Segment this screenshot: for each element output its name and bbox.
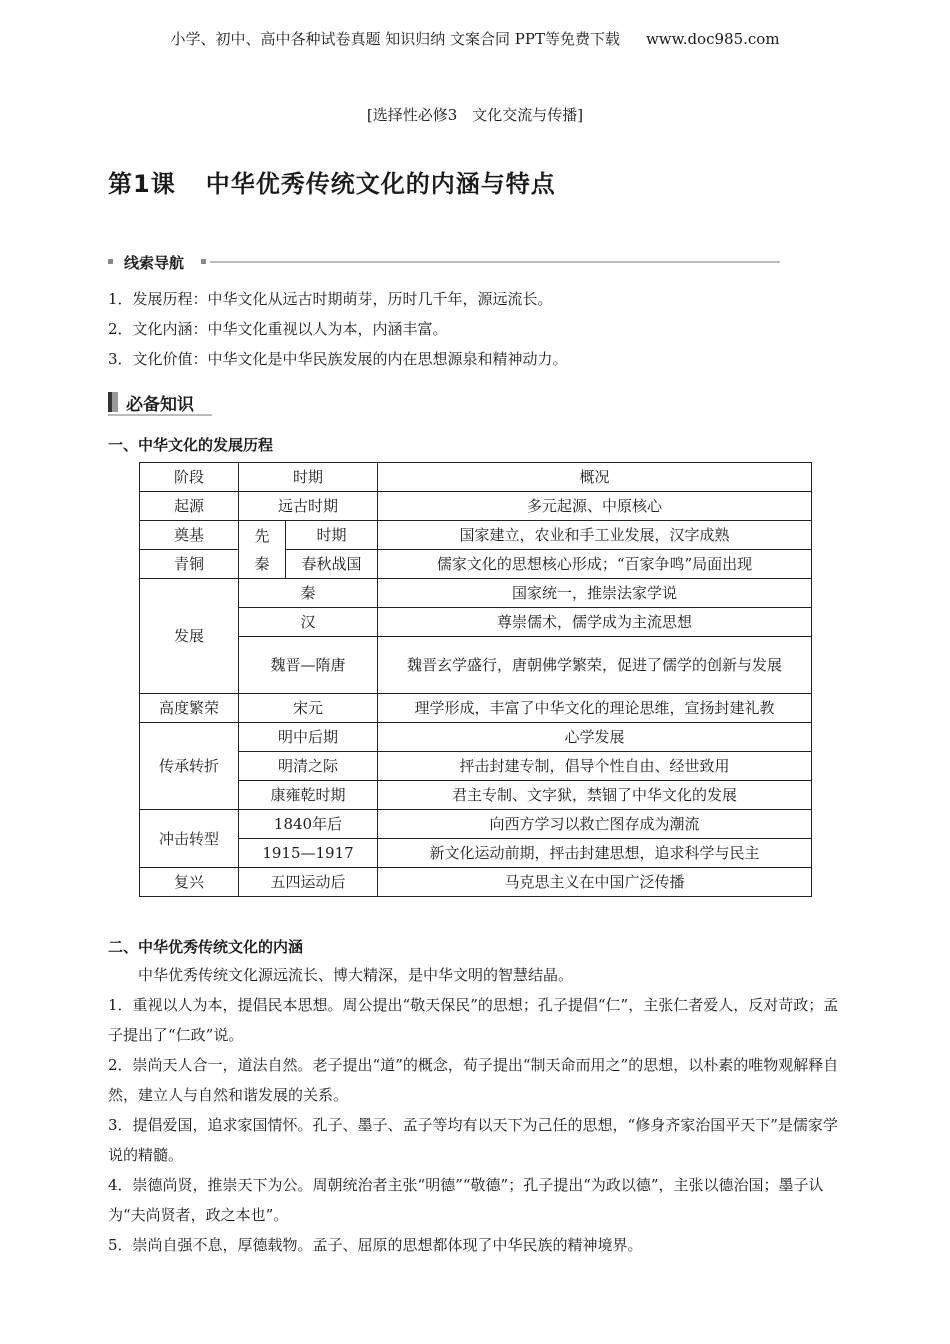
page-title <box>108 164 556 199</box>
table-cell: 明中后期 <box>239 723 378 752</box>
clue-section-header <box>108 252 780 272</box>
history-table <box>139 462 812 897</box>
section1-heading: 一、中华文化的发展历程 <box>108 436 274 454</box>
section2-body <box>108 960 848 1260</box>
table-cell: 奠基 <box>140 521 239 550</box>
table-row <box>140 752 812 781</box>
table-row <box>140 579 812 608</box>
divider-line <box>210 261 780 263</box>
table-cell: 冲击转型 <box>140 810 239 868</box>
table-row <box>140 839 812 868</box>
table-row <box>140 781 812 810</box>
intro-paragraph: 中华优秀传统文化源远流长、博大精深，是中华文明的智慧结晶。 <box>138 966 574 984</box>
divider-line <box>108 414 212 416</box>
table-cell: 明清之际 <box>239 752 378 781</box>
xianqin-label: 先秦 <box>254 526 270 573</box>
table-cell: 康雍乾时期 <box>239 781 378 810</box>
table-row <box>140 492 812 521</box>
table-row <box>140 868 812 897</box>
table-header-row <box>140 463 812 492</box>
clue-list <box>108 284 848 374</box>
table-cell: 心学发展 <box>378 723 812 752</box>
table-cell: 时期 <box>286 521 378 550</box>
table-cell: 儒家文化的思想核心形成；“百家争鸣”局面出现 <box>378 550 812 579</box>
table-cell: 新文化运动前期，抨击封建思想，追求科学与民主 <box>378 839 812 868</box>
list-item: 3．提倡爱国，追求家国情怀。孔子、墨子、孟子等均有以天下为己任的思想，“修身齐家治国平天下”是儒家学说的精髓。 <box>108 1116 838 1164</box>
table-row <box>140 810 812 839</box>
table-cell: 魏晋玄学盛行，唐朝佛学繁荣，促进了儒学的创新与发展 <box>378 637 812 694</box>
table-cell: 君主专制、文字狱，禁锢了中华文化的发展 <box>378 781 812 810</box>
table-cell: 汉 <box>239 608 378 637</box>
clue-item: 3．文化价值：中华文化是中华民族发展的内在思想源泉和精神动力。 <box>108 350 568 368</box>
table-cell: 五四运动后 <box>239 868 378 897</box>
table-row <box>140 637 812 694</box>
lesson-number: 第1课 <box>108 170 176 198</box>
knowledge-heading: 必备知识 <box>126 395 194 415</box>
table-header-cell: 概况 <box>378 463 812 492</box>
table-cell: 国家建立，农业和手工业发展，汉字成熟 <box>378 521 812 550</box>
table-header-cell: 阶段 <box>140 463 239 492</box>
banner-text: 小学、初中、高中各种试卷真题 知识归纳 文案合同 PPT等免费下载 <box>170 30 620 48</box>
clue-item: 1．发展历程：中华文化从远古时期萌芽，历时几千年，源远流长。 <box>108 290 553 308</box>
table-cell: 青铜 <box>140 550 239 579</box>
table-row <box>140 608 812 637</box>
table-cell: 远古时期 <box>239 492 378 521</box>
lesson-title-text: 中华优秀传统文化的内涵与特点 <box>205 170 556 198</box>
table-cell <box>239 521 286 579</box>
clue-item: 2．文化内涵：中华文化重视以人为本，内涵丰富。 <box>108 320 448 338</box>
table-cell: 抨击封建专制，倡导个性自由、经世致用 <box>378 752 812 781</box>
table-cell: 春秋战国 <box>286 550 378 579</box>
banner-site[interactable]: www.doc985.com <box>645 30 780 48</box>
table-cell: 宋元 <box>239 694 378 723</box>
table-cell: 传承转折 <box>140 723 239 810</box>
list-item: 1．重视以人为本，提倡民本思想。周公提出“敬天保民”的思想；孔子提倡“仁”，主张仁者爱人，反对苛政；孟子提出了“仁政”说。 <box>108 996 839 1044</box>
table-cell: 国家统一，推崇法家学说 <box>378 579 812 608</box>
table-cell: 马克思主义在中国广泛传播 <box>378 868 812 897</box>
section-bar-icon <box>108 392 118 412</box>
list-item: 2．崇尚天人合一，道法自然。老子提出“道”的概念，荀子提出“制天命而用之”的思想，以朴素的唯物观解释自然，建立人与自然和谐发展的关系。 <box>108 1056 839 1104</box>
table-header-cell: 时期 <box>239 463 378 492</box>
square-bullet-icon <box>108 259 113 264</box>
section2-heading: 二、中华优秀传统文化的内涵 <box>108 938 304 956</box>
table-cell: 发展 <box>140 579 239 694</box>
table-cell: 尊崇儒术，儒学成为主流思想 <box>378 608 812 637</box>
table-cell: 1840年后 <box>239 810 378 839</box>
table-cell: 向西方学习以救亡图存成为潮流 <box>378 810 812 839</box>
book-subtitle: [选择性必修3 文化交流与传播] <box>366 106 584 124</box>
table-row <box>140 723 812 752</box>
table-cell: 多元起源、中原核心 <box>378 492 812 521</box>
table-cell: 起源 <box>140 492 239 521</box>
table-cell: 理学形成，丰富了中华文化的理论思维，宣扬封建礼教 <box>378 694 812 723</box>
table-cell: 高度繁荣 <box>140 694 239 723</box>
clue-heading: 线索导航 <box>124 254 185 272</box>
table-cell: 1915—1917 <box>239 839 378 868</box>
table-row <box>140 694 812 723</box>
page-banner <box>0 28 950 49</box>
table-cell: 秦 <box>239 579 378 608</box>
table-cell: 复兴 <box>140 868 239 897</box>
square-bullet-icon <box>201 259 206 264</box>
list-item: 5．崇尚自强不息，厚德载物。孟子、屈原的思想都体现了中华民族的精神境界。 <box>108 1236 643 1254</box>
list-item: 4．崇德尚贤，推崇天下为公。周朝统治者主张“明德”“敬德”；孔子提出“为政以德”，主张以德治国；墨子认为“夫尚贤者，政之本也”。 <box>108 1176 824 1224</box>
table-row <box>140 521 812 550</box>
table-cell: 魏晋—隋唐 <box>239 637 378 694</box>
